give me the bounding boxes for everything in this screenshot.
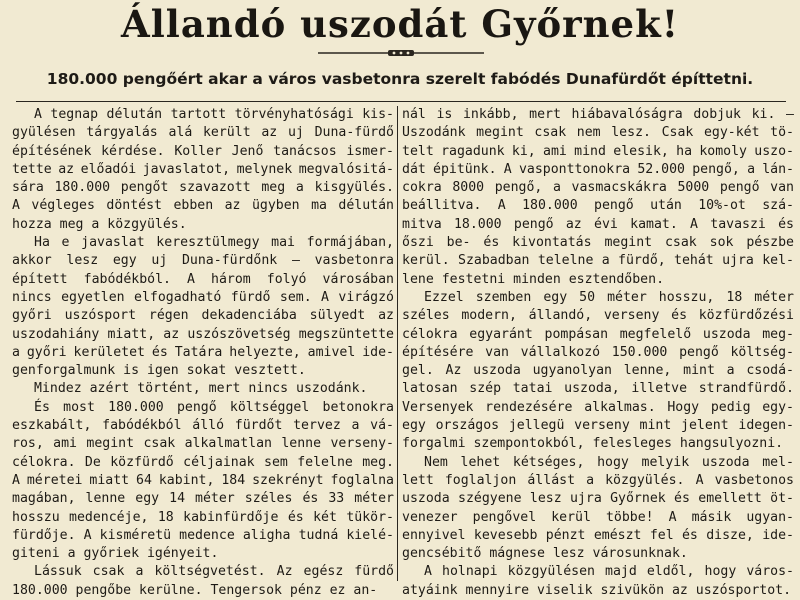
text-line: győri uszósport régen dekadenciába sülyedt az <box>12 308 394 324</box>
text-line: uszodahiány miatt, az uszószövetség megszüntette <box>12 326 394 342</box>
text-line: genforgalmunk is igen sokat vesztett. <box>12 363 306 379</box>
text-line: forgalmi szempontokból, felesleges hangsulyozni. <box>402 436 784 452</box>
text-line: ros, ami megint csak alkalmatlan lenne verseny- <box>12 436 394 452</box>
text-line: A holnapi közgyülésen majd eldől, hogy város- <box>424 564 794 580</box>
text-line: hosszu medencéje, 18 kabinfürdője és két tükör- <box>12 509 394 525</box>
paragraph <box>12 106 394 234</box>
text-line: A méretei miatt 64 kabint, 184 szekrényt foglalna <box>12 472 394 488</box>
text-line: lett foglaljon állást a közgyülés. A vasbetonos <box>402 472 794 488</box>
text-line: Lássuk csak a költségvetést. Az egész fürdő <box>34 564 394 580</box>
text-line: A végleges döntést ebben az ügyben ma délután <box>12 198 394 214</box>
column-divider <box>397 106 398 581</box>
text-line: uszoda szégyene lesz ujra Győrnek és emellett öt- <box>402 491 794 507</box>
text-line: beállitva. A 180.000 pengő után 10%-ot szá- <box>402 198 794 214</box>
text-line: építésének kérdése. Koller Jenő tanácsos ismer- <box>12 143 394 159</box>
text-line: gyülésen tárgyalás alá került az uj Duna-fürdő <box>12 125 394 141</box>
text-line: tette az előadói javaslatot, melynek megvalósitá- <box>12 161 394 177</box>
text-line: akkor lesz egy uj Duna-fürdőnk — vasbetonra <box>12 253 394 269</box>
text-line: cokra 8000 pengő, a vasmacskákra 5000 pengő van <box>402 180 794 196</box>
text-line: nál is inkább, mert hiábavalóságra dobjuk ki. — <box>402 107 794 122</box>
text-line: egy országos jellegü verseny mint jelent idegen- <box>402 418 794 434</box>
text-line: A tegnap délután tartott törvényhatósági kis- <box>34 107 394 122</box>
text-line: Ha e javaslat keresztülmegy mai formájában, <box>34 235 394 251</box>
text-line: dát épitünk. A vasponttonokra 52.000 pengő, a lán- <box>402 161 794 177</box>
horizontal-rule <box>16 101 786 102</box>
text-line: széles modern, állandó, verseny és közfürdőzési <box>402 308 794 324</box>
text-line: nincs egyetlen elfogadható fürdő sem. A virágzó <box>12 289 394 305</box>
text-line: És most 180.000 pengő költséggel betonokra <box>34 399 394 415</box>
text-line: ennyivel kevesebb pénzt emészt fel és disze, ide- <box>402 527 794 543</box>
ornament-divider <box>318 49 484 57</box>
paragraph <box>402 454 794 564</box>
right-column <box>402 106 794 598</box>
text-line: a győri kerületet és Tatára helyezte, amivel ide- <box>12 344 394 360</box>
text-line: 180.000 pengőbe kerülne. Tengersok pénz ez an- <box>12 582 378 598</box>
text-line: őszi be- és kivontatás megint csak sok pészbe <box>402 235 794 251</box>
paragraph <box>12 234 394 380</box>
paragraph <box>12 380 394 398</box>
subheadline: 180.000 pengőért akar a város vasbetonra szerelt fabódés Dunafürdőt építtetni. <box>46 70 754 88</box>
text-line: Versenyek rendezésére alkalmas. Hogy pedig egy- <box>402 399 794 415</box>
text-line: épített fabódékból. A három folyó városában <box>12 271 394 287</box>
text-line: mitva 18.000 pengő az évi kamat. A tavaszi és <box>402 216 794 232</box>
text-line: atyáink mennyire viselik szivükön az uszósportot. <box>402 582 792 598</box>
text-line: célokra egyaránt pompásan megfelelő uszoda meg- <box>402 326 794 342</box>
text-line: telt ragadunk ki, ami mind elesik, ha komoly uszo- <box>402 143 794 159</box>
text-line: Nem lehet kétséges, hogy melyik uszoda mel- <box>424 454 794 470</box>
text-line: eszkabált, fabódékból álló fürdőt tervez a vá- <box>12 418 394 434</box>
text-line: kerül. Szabadban telelne a fürdő, tehát ujra kel- <box>402 253 794 269</box>
text-line: gencsébitő mágnese lesz városunknak. <box>402 546 688 562</box>
text-line: venezer pengővel kerül többe! A másik ugyan- <box>402 509 794 525</box>
text-line: építésére van vállalkozó 150.000 pengő költség- <box>402 344 794 360</box>
headline: Állandó uszodát Győrnek! <box>121 2 679 46</box>
paragraph <box>402 289 794 454</box>
text-line: lene festetni minden esztendőben. <box>402 271 665 287</box>
text-line: célokra. De közfürdő céljainak sem felelne meg. <box>12 454 394 470</box>
text-line: sára 180.000 pengőt szavazott meg a kisgyülés. <box>12 180 394 196</box>
paragraph <box>402 106 794 289</box>
text-line: gel. Az uszoda ugyanolyan lenne, mint a csodá- <box>402 363 794 379</box>
text-line: giteni a győriek igényeit. <box>12 546 219 562</box>
left-column <box>12 106 394 598</box>
paragraph <box>12 399 394 564</box>
text-line: magában, lenne egy 14 méter széles és 33 méter <box>12 491 394 507</box>
text-line: Ezzel szemben egy 50 méter hosszu, 18 méter <box>424 289 794 305</box>
paragraph <box>12 563 394 600</box>
text-line: hozza meg a közgyülés. <box>12 216 187 232</box>
text-line: Mindez azért történt, mert nincs uszodánk. <box>34 381 368 397</box>
text-line: fürdője. A kisméretü medence aligha tudná kielé- <box>12 527 394 543</box>
text-line: Uszodánk megint csak nem lesz. Csak egy-két tö- <box>402 125 794 141</box>
paragraph <box>402 563 794 600</box>
text-line: latosan szép tatai uszoda, illetve strandfürdő. <box>402 381 794 397</box>
